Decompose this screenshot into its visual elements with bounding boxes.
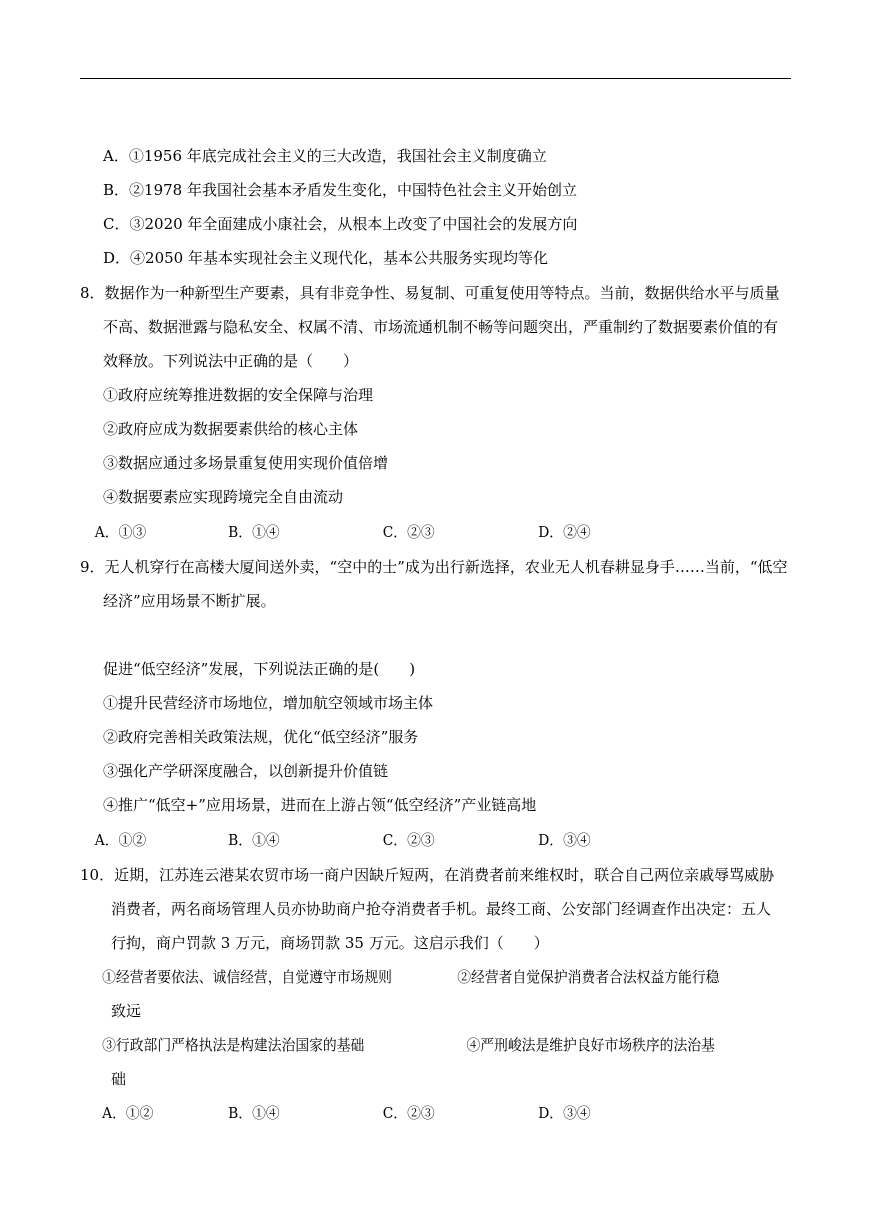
q8-stem-line-3: 效释放。下列说法中正确的是（ ） [103, 352, 359, 370]
q10-statement-2: ②经营者自觉保护消费者合法权益方能行稳 [457, 968, 720, 986]
q10-choices [0, 1103, 800, 1123]
q9-statement-2: ②政府完善相关政策法规，优化“低空经济”服务 [103, 728, 419, 746]
q7-option-b: B．②1978 年我国社会基本矛盾发生变化，中国特色社会主义开始创立 [103, 181, 577, 199]
q9-stem-line-2: 经济”应用场景不断扩展。 [103, 592, 276, 610]
q10-statement-row-2 [0, 1035, 800, 1055]
q9-statement-3: ③强化产学研深度融合，以创新提升价值链 [103, 762, 389, 780]
q9-choices [0, 830, 800, 850]
q10-statement-1: ①经营者要依法、诚信经营，自觉遵守市场规则 [102, 968, 392, 986]
q9-statement-1: ①提升民营经济市场地位，增加航空领域市场主体 [103, 694, 434, 712]
q10-choice-d: D．③④ [538, 1104, 591, 1122]
q7-option-a: A．①1956 年底完成社会主义的三大改造，我国社会主义制度确立 [103, 147, 547, 165]
q8-statement-2: ②政府应成为数据要素供给的核心主体 [103, 420, 359, 438]
q10-choice-b: B．①④ [228, 1104, 280, 1122]
q9-prompt: 促进“低空经济”发展，下列说法正确的是( ) [103, 660, 416, 678]
q9-choice-d: D．③④ [538, 831, 591, 849]
header-rule [80, 78, 791, 79]
q10-choice-a: A．①② [102, 1104, 154, 1122]
q8-statement-4: ④数据要素应实现跨境完全自由流动 [103, 488, 344, 506]
q10-stem-line-3: 行拘，商户罚款 3 万元，商场罚款 35 万元。这启示我们（ ） [111, 934, 549, 952]
q8-choice-d: D．②④ [538, 523, 591, 541]
q8-choice-a: A．①③ [94, 523, 147, 541]
q7-option-d: D．④2050 年基本实现社会主义现代化，基本公共服务实现均等化 [103, 249, 548, 267]
q9-choice-c: C．②③ [382, 831, 435, 849]
q10-stem-line-1: 10．近期，江苏连云港某农贸市场一商户因缺斤短两，在消费者前来维权时，联合自己两位亲戚辱骂威胁 [80, 866, 775, 884]
q10-statement-4-continued: 础 [111, 1070, 127, 1088]
q10-statement-4: ④严刑峻法是维护良好市场秩序的法治基 [466, 1036, 715, 1054]
q10-statement-2-continued: 致远 [111, 1002, 142, 1020]
q10-stem-line-2: 消费者，两名商场管理人员亦协助商户抢夺消费者手机。最终工商、公安部门经调查作出决定：五人 [111, 900, 772, 918]
q10-statement-3: ③行政部门严格执法是构建法治国家的基础 [102, 1036, 365, 1054]
q9-choice-a: A．①② [94, 831, 147, 849]
q9-statement-4: ④推广“低空+”应用场景，进而在上游占领“低空经济”产业链高地 [103, 796, 537, 814]
q8-statement-1: ①政府应统筹推进数据的安全保障与治理 [103, 386, 374, 404]
q8-stem-line-2: 不高、数据泄露与隐私安全、权属不清、市场流通机制不畅等问题突出，严重制约了数据要素价值的有 [103, 318, 779, 336]
q10-statement-row-1 [0, 967, 800, 987]
q8-choices [0, 522, 800, 542]
q9-choice-b: B．①④ [228, 831, 280, 849]
q8-choice-b: B．①④ [228, 523, 280, 541]
q9-stem-line-1: 9．无人机穿行在高楼大厦间送外卖，“空中的士”成为出行新选择，农业无人机春耕显身手……当前，“低空 [80, 558, 788, 576]
q8-choice-c: C．②③ [382, 523, 435, 541]
q8-stem-line-1: 8．数据作为一种新型生产要素，具有非竞争性、易复制、可重复使用等特点。当前，数据供给水平与质量 [80, 284, 780, 302]
q8-statement-3: ③数据应通过多场景重复使用实现价值倍增 [103, 454, 389, 472]
q7-option-c: C．③2020 年全面建成小康社会，从根本上改变了中国社会的发展方向 [103, 215, 578, 233]
q10-choice-c: C．②③ [382, 1104, 435, 1122]
